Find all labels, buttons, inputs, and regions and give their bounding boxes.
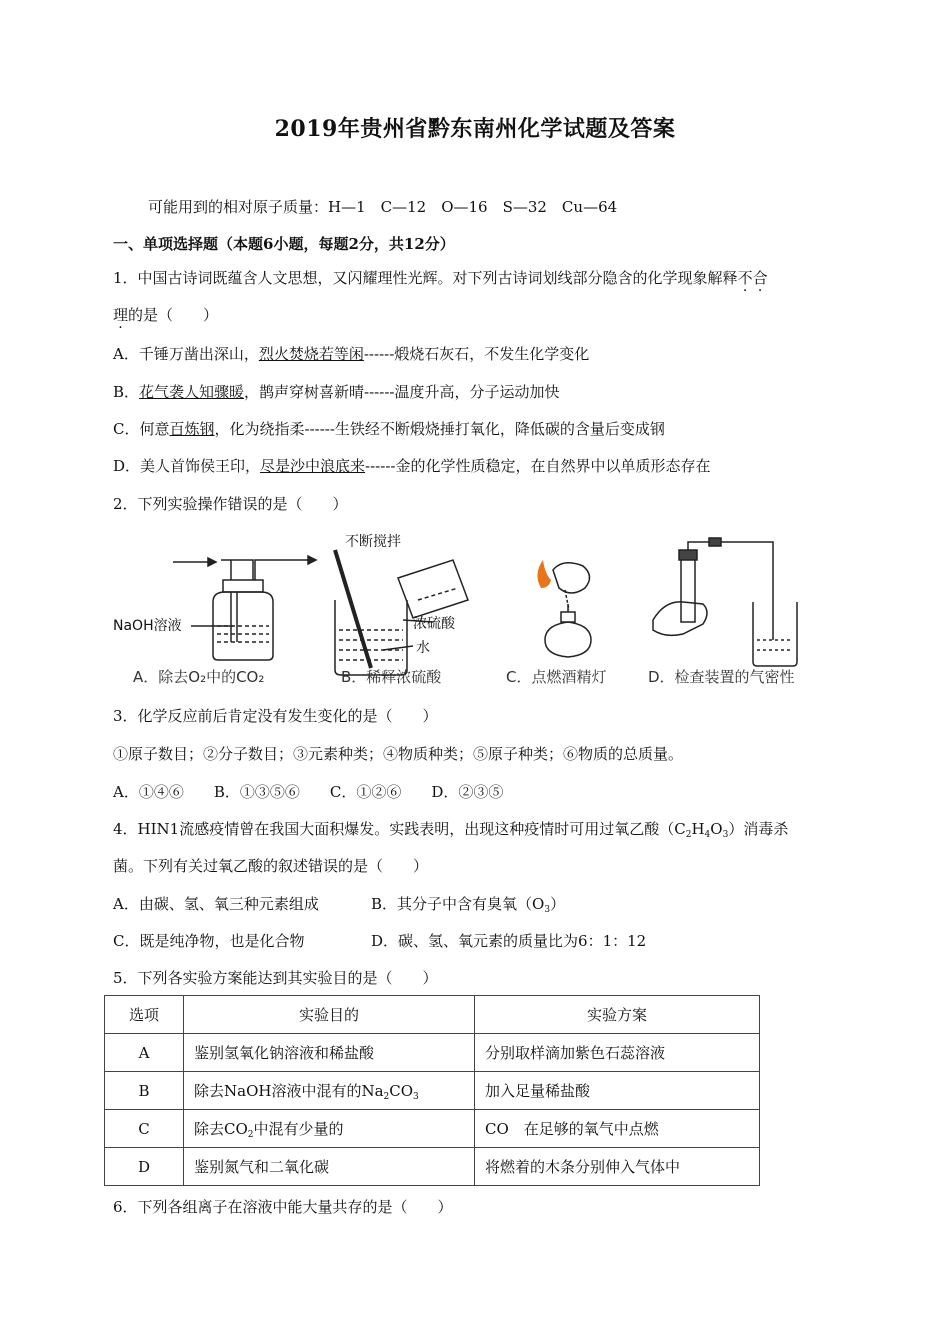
q1-emphasis-char: 合 bbox=[752, 269, 768, 287]
beaker-stirring-diagram bbox=[335, 550, 468, 675]
table-row: A 鉴别氢氧化钠溶液和稀盐酸 分别取样滴加紫色石蕊溶液 bbox=[105, 1034, 760, 1072]
label-water: 水 bbox=[416, 640, 430, 656]
q5-options-table bbox=[104, 995, 760, 1186]
label-keep-stirring: 不断搅拌 bbox=[345, 534, 401, 550]
section-heading: 一、单项选择题（本题6小题，每题2分，共12分） bbox=[113, 235, 455, 253]
q4-option-c: C．既是纯净物，也是化合物 bbox=[113, 932, 305, 950]
label-naoh-solution: NaOH溶液 bbox=[113, 618, 182, 634]
q4-stem-line1: 4．HIN1流感疫情曾在我国大面积爆发。实践表明，出现这种疫情时可用过氧乙酸$(C_2H_4O_3)$消毒杀 bbox=[113, 820, 789, 840]
q4-options-cd bbox=[113, 931, 843, 951]
q3-options: A．①④⑥ B．①③⑤⑥ C．①②⑥ D．②③⑤ bbox=[113, 783, 504, 801]
q1-option-c: C．何意百炼钢，化为绕指柔------生铁经不断煅烧捶打氧化，降低碳的含量后变成钢 bbox=[113, 420, 665, 438]
label-concentrated-acid: 浓硫酸 bbox=[413, 616, 455, 632]
q1-emphasis-char: 理 bbox=[113, 306, 129, 324]
q4-option-d: D．碳、氢、氧元素的质量比为6：1：12 bbox=[371, 932, 647, 950]
atomic-mass-line: 可能用到的相对原子质量：H—1 C—12 O—16 S—32 Cu—64 bbox=[148, 198, 618, 216]
q1-stem-text: 1．中国古诗词既蕴含人文思想，又闪耀理性光辉。对下列古诗词划线部分隐含的化学现象解释 bbox=[113, 269, 738, 287]
caption-c: C．点燃酒精灯 bbox=[506, 668, 607, 686]
caption-a: A．除去O₂中的CO₂ bbox=[133, 668, 265, 686]
header-goal: 实验目的 bbox=[184, 996, 475, 1034]
alcohol-lamp-diagram bbox=[545, 563, 591, 657]
table-row: D 鉴别氮气和二氧化碳 将燃着的木条分别伸入气体中 bbox=[105, 1148, 760, 1186]
q1-stem-line2 bbox=[113, 305, 843, 325]
header-plan: 实验方案 bbox=[475, 996, 760, 1034]
q1-stem-line1 bbox=[113, 268, 843, 288]
q3-stem: 3．化学反应前后肯定没有发生变化的是（ ） bbox=[113, 707, 438, 725]
q1-option-b: B．花气袭人知骤暖，鹊声穿树喜新晴------温度升高，分子运动加快 bbox=[113, 383, 560, 401]
q3-items: ①原子数目；②分子数目；③元素种类；④物质种类；⑤原子种类；⑥物质的总质量。 bbox=[113, 745, 684, 763]
page-title: 2019年贵州省黔东南州化学试题及答案 bbox=[274, 116, 676, 142]
header-option: 选项 bbox=[105, 996, 184, 1034]
q2-stem: 2．下列实验操作错误的是（ ） bbox=[113, 495, 348, 513]
q4-options-ab bbox=[113, 894, 843, 914]
table-header-row bbox=[105, 996, 760, 1034]
q2-experiment-figure bbox=[113, 530, 833, 690]
airtightness-check-diagram bbox=[653, 538, 797, 666]
q1-option-a: A．千锤万凿出深山，烈火焚烧若等闲------煅烧石灰石，不发生化学变化 bbox=[113, 345, 590, 363]
table-row: B 除去NaOH溶液中混有的$Na_2CO_3$ 加入足量稀盐酸 bbox=[105, 1072, 760, 1110]
q4-stem-line2: 菌。下列有关过氧乙酸的叙述错误的是（ ） bbox=[113, 857, 429, 875]
caption-d: D．检查装置的气密性 bbox=[648, 668, 795, 686]
q1-option-d: D．美人首饰侯王印，尽是沙中浪底来------金的化学性质稳定，在自然界中以单质形态存在 bbox=[113, 457, 711, 475]
q1-stem-text: 的是（ ） bbox=[128, 306, 219, 324]
q4-option-a: A．由碳、氢、氧三种元素组成 bbox=[113, 895, 319, 913]
q5-stem: 5．下列各实验方案能达到其实验目的是（ ） bbox=[113, 969, 438, 987]
caption-b: B．稀释浓硫酸 bbox=[341, 668, 442, 686]
q6-stem: 6．下列各组离子在溶液中能大量共存的是（ ） bbox=[113, 1198, 453, 1216]
table-row: C 除去$CO_2$中混有少量的 CO 在足够的氧气中点燃 bbox=[105, 1110, 760, 1148]
flame-icon bbox=[537, 560, 551, 588]
q4-option-b: B．其分子中含有臭氧$(O_3)$ bbox=[371, 895, 566, 915]
q1-emphasis-char: 不 bbox=[737, 269, 753, 287]
gas-washing-bottle-diagram bbox=[173, 556, 316, 660]
